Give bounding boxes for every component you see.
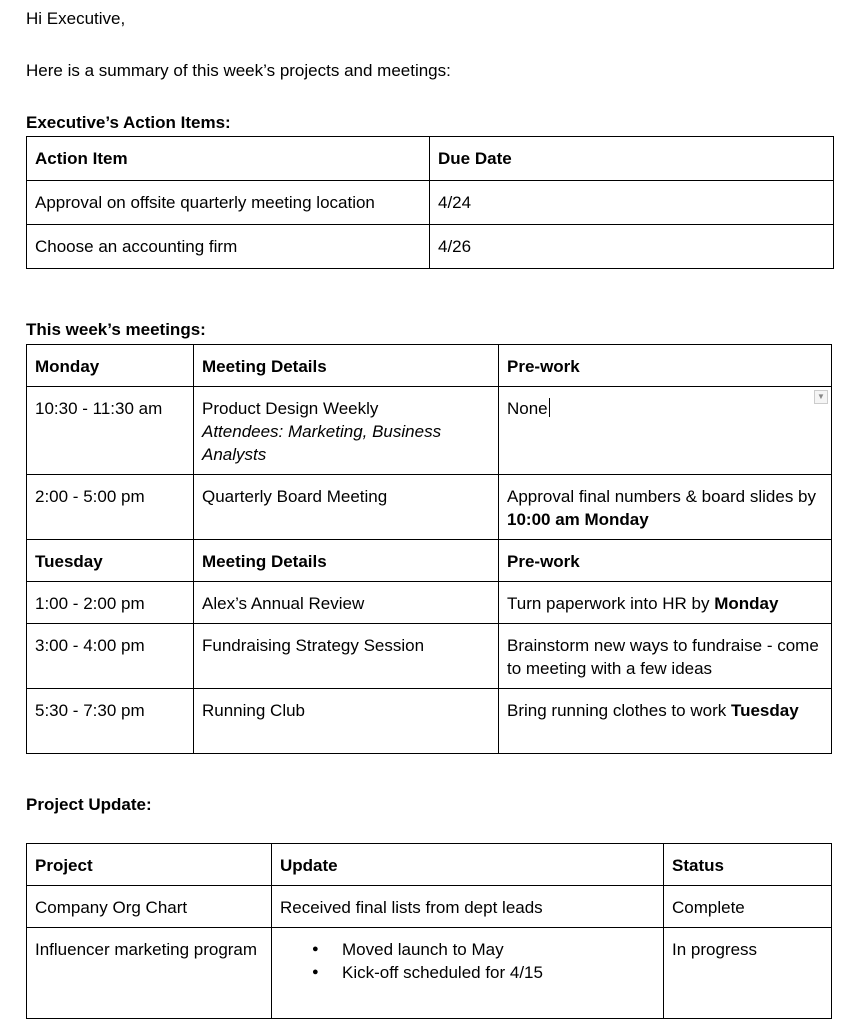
table-header-row	[27, 844, 832, 886]
prework-text: Bring running clothes to work	[507, 701, 731, 720]
column-header-due-date: Due Date	[430, 137, 834, 181]
update-bullet-list	[280, 938, 655, 984]
action-item-cell[interactable]: Approval on offsite quarterly meeting location	[27, 181, 430, 225]
project-status-cell[interactable]: In progress	[664, 928, 832, 1019]
project-update-cell[interactable]: Received final lists from dept leads	[272, 886, 664, 928]
due-date-cell[interactable]: 4/26	[430, 225, 834, 269]
day-header-monday: Monday	[27, 345, 194, 387]
column-header-update: Update	[272, 844, 664, 886]
prework-cell[interactable]	[499, 582, 832, 624]
table-row	[27, 582, 832, 624]
greeting: Hi Executive,	[26, 9, 126, 28]
column-header-pre-work: Pre-work	[499, 345, 832, 387]
table-row	[27, 475, 832, 540]
prework-deadline: Monday	[714, 594, 779, 613]
prework-text: Turn paperwork into HR by	[507, 594, 715, 613]
meeting-time-cell[interactable]: 2:00 - 5:00 pm	[27, 475, 194, 540]
meetings-heading: This week’s meetings:	[26, 320, 206, 339]
project-status-cell[interactable]: Complete	[664, 886, 832, 928]
meeting-time-cell[interactable]: 3:00 - 4:00 pm	[27, 624, 194, 689]
project-name-cell[interactable]: Influencer marketing program	[27, 928, 272, 1019]
prework-text: Approval final numbers & board slides by	[507, 487, 816, 506]
column-header-project: Project	[27, 844, 272, 886]
column-header-action-item: Action Item	[27, 137, 430, 181]
table-header-row	[27, 345, 832, 387]
meeting-details-cell[interactable]: Running Club	[194, 689, 499, 754]
text-cursor	[549, 398, 550, 417]
action-item-cell[interactable]: Choose an accounting firm	[27, 225, 430, 269]
project-name-cell[interactable]: Company Org Chart	[27, 886, 272, 928]
meeting-time-cell[interactable]: 1:00 - 2:00 pm	[27, 582, 194, 624]
prework-deadline: 10:00 am Monday	[507, 510, 649, 529]
meeting-time-cell[interactable]: 5:30 - 7:30 pm	[27, 689, 194, 754]
meeting-time-cell[interactable]: 10:30 - 11:30 am	[27, 387, 194, 475]
prework-cell[interactable]	[499, 387, 832, 475]
table-row	[27, 225, 834, 269]
prework-text: None	[507, 399, 548, 418]
intro-text: Here is a summary of this week’s projects and meetings:	[26, 61, 451, 80]
prework-deadline: Tuesday	[730, 701, 799, 720]
table-row	[27, 928, 832, 1019]
due-date-cell[interactable]: 4/24	[430, 181, 834, 225]
day-header-tuesday: Tuesday	[27, 540, 194, 582]
meeting-details-cell[interactable]: Quarterly Board Meeting	[194, 475, 499, 540]
table-row	[27, 886, 832, 928]
action-items-heading: Executive’s Action Items:	[26, 113, 231, 132]
meeting-attendees: Attendees: Marketing, Business Analysts	[202, 422, 442, 464]
table-row	[27, 181, 834, 225]
project-update-table	[26, 843, 832, 1019]
table-header-row	[27, 540, 832, 582]
prework-cell[interactable]	[499, 689, 832, 754]
chevron-down-icon[interactable]: ▼	[814, 390, 828, 404]
column-header-pre-work: Pre-work	[499, 540, 832, 582]
table-header-row	[27, 137, 834, 181]
prework-cell[interactable]	[499, 475, 832, 540]
meetings-table	[26, 344, 832, 754]
meeting-details-cell[interactable]: Fundraising Strategy Session	[194, 624, 499, 689]
table-row	[27, 387, 832, 475]
column-header-status: Status	[664, 844, 832, 886]
column-header-meeting-details: Meeting Details	[194, 345, 499, 387]
column-header-meeting-details: Meeting Details	[194, 540, 499, 582]
meeting-title: Product Design Weekly	[202, 399, 379, 418]
project-update-cell[interactable]	[272, 928, 664, 1019]
action-items-table	[26, 136, 834, 269]
meeting-details-cell[interactable]	[194, 387, 499, 475]
table-row	[27, 689, 832, 754]
table-row	[27, 624, 832, 689]
list-item: ● Moved launch to May	[312, 938, 655, 961]
meeting-details-cell[interactable]: Alex’s Annual Review	[194, 582, 499, 624]
prework-cell[interactable]: Brainstorm new ways to fundraise - come to meeting with a few ideas	[499, 624, 832, 689]
list-item: ● Kick-off scheduled for 4/15	[312, 961, 655, 984]
project-update-heading: Project Update:	[26, 795, 152, 814]
